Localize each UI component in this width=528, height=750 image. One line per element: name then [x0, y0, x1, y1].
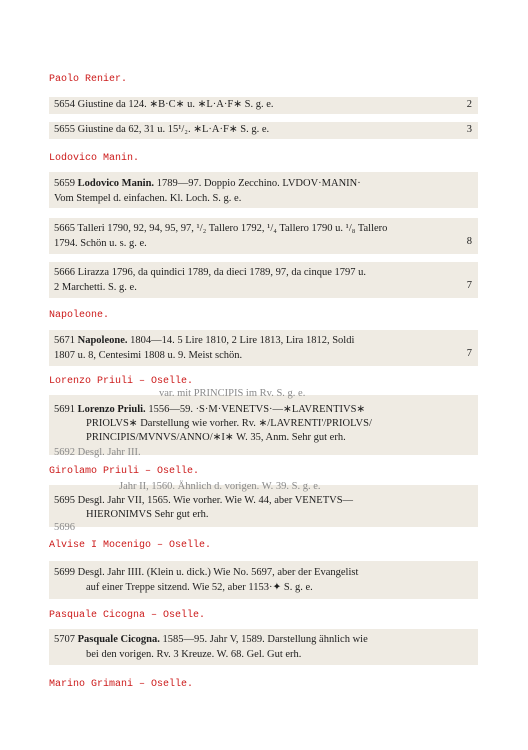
- entry-5659: [49, 172, 478, 208]
- entry-line-1: [54, 177, 473, 191]
- entry-ruler-name: Pasquale Cicogna.: [77, 634, 160, 645]
- entry-price: 7: [466, 348, 472, 359]
- heading-alvise-mocenigo: Alvise I Mocenigo – Oselle.: [49, 540, 212, 551]
- heading-lorenzo-priuli: Lorenzo Priuli – Oselle.: [49, 376, 194, 387]
- entry-ruler-name: Lorenzo Priuli.: [77, 404, 146, 415]
- entry-price: 3: [466, 124, 472, 135]
- entry-price: 7: [466, 280, 472, 291]
- entry-description: 1804—14. 5 Lire 1810, 2 Lire 1813, Lira 1812, Soldi: [127, 335, 355, 346]
- entry-price: 2: [466, 99, 472, 110]
- entry-text: 5654 Giustine da 124. ∗B·C∗ u. ∗L·A·F∗ S. g. e.: [54, 99, 274, 110]
- entry-number: 5691: [54, 404, 75, 415]
- entry-cropped-line: Jahr II, 1560. Ähnlich d. vorigen. W. 39. S. g. e.: [119, 481, 321, 492]
- entry-line-2: Vom Stempel d. einfachen. Kl. Loch. S. g. e.: [54, 193, 242, 204]
- entry-5699: [49, 561, 478, 599]
- entry-line-1: [54, 403, 473, 417]
- entry-5707: [49, 629, 478, 665]
- entry-5665: [49, 218, 478, 254]
- entry-5695: [49, 481, 478, 533]
- heading-girolamo-priuli: Girolamo Priuli – Oselle.: [49, 466, 200, 477]
- heading-pasquale-cicogna: Pasquale Cicogna – Oselle.: [49, 610, 206, 621]
- heading-paolo-renier: Paolo Renier.: [49, 74, 128, 85]
- entry-cropped-line: 5692 Desgl. Jahr III.: [54, 447, 141, 458]
- entry-5655: [49, 122, 478, 139]
- entry-5671: [49, 330, 478, 366]
- entry-line-1: [54, 334, 473, 348]
- entry-line-3: PRINCIPIS/MVNVS/ANNO/∗I∗ W. 35, Anm. Sehr gut erh.: [86, 432, 346, 443]
- entry-number: 5659: [54, 178, 75, 189]
- entry-line-1: 5695 Desgl. Jahr VII, 1565. Wie vorher. Wie W. 44, aber VENETVS—: [54, 495, 354, 506]
- entry-cropped-line: var. mit PRINCIPIS im Rv. S. g. e.: [159, 388, 306, 399]
- entry-line-2: auf einer Treppe sitzend. Wie 52, aber 1153·✦ S. g. e.: [86, 582, 313, 593]
- heading-marino-grimani: Marino Grimani – Oselle.: [49, 679, 194, 690]
- entry-line-1: [54, 633, 473, 647]
- entry-line-2: HIERONIMVS Sehr gut erh.: [86, 509, 209, 520]
- entry-ruler-name: Napoleone.: [77, 335, 128, 346]
- entry-line-1: 5665 Talleri 1790, 92, 94, 95, 97, ¹/₂ Tallero 1792, ¹/₄ Tallero 1790 u. ¹/₈ Tallero: [54, 223, 388, 234]
- entry-description: 1556—59. ·S·M·VENETVS·—∗LAVRENTIVS∗: [145, 404, 366, 415]
- entry-cropped-line: 5696: [54, 522, 75, 533]
- entry-line-2: 2 Marchetti. S. g. e.: [54, 282, 137, 293]
- entry-5666: [49, 262, 478, 298]
- entry-description: 1585—95. Jahr V, 1589. Darstellung ähnlich wie: [159, 634, 368, 645]
- entry-line-2: 1807 u. 8, Centesimi 1808 u. 9. Meist schön.: [54, 350, 243, 361]
- entry-line-2: bei den vorigen. Rv. 3 Kreuze. W. 68. Gel. Gut erh.: [86, 649, 302, 660]
- entry-line-2: 1794. Schön u. s. g. e.: [54, 238, 147, 249]
- entry-number: 5707: [54, 634, 75, 645]
- entry-line-1: 5666 Lirazza 1796, da quindici 1789, da dieci 1789, 97, da cinque 1797 u.: [54, 267, 367, 278]
- entry-price: 8: [466, 236, 472, 247]
- entry-number: 5671: [54, 335, 75, 346]
- entry-text: 5655 Giustine da 62, 31 u. 15¹/₂. ∗L·A·F∗ S. g. e.: [54, 124, 270, 135]
- entry-line-1: 5699 Desgl. Jahr IIII. (Klein u. dick.) Wie No. 5697, aber der Evangelist: [54, 567, 359, 578]
- heading-lodovico-manin: Lodovico Manin.: [49, 153, 140, 164]
- entry-line-2: PRIOLVS∗ Darstellung wie vorher. Rv. ∗/LAVRENTI'/PRIOLVS/: [86, 418, 372, 429]
- entry-5691: [49, 388, 478, 458]
- entry-ruler-name: Lodovico Manin.: [77, 178, 155, 189]
- entry-5654: [49, 97, 478, 114]
- heading-napoleone: Napoleone.: [49, 310, 110, 321]
- entry-description: 1789—97. Doppio Zecchino. LVDOV·MANIN·: [154, 178, 361, 189]
